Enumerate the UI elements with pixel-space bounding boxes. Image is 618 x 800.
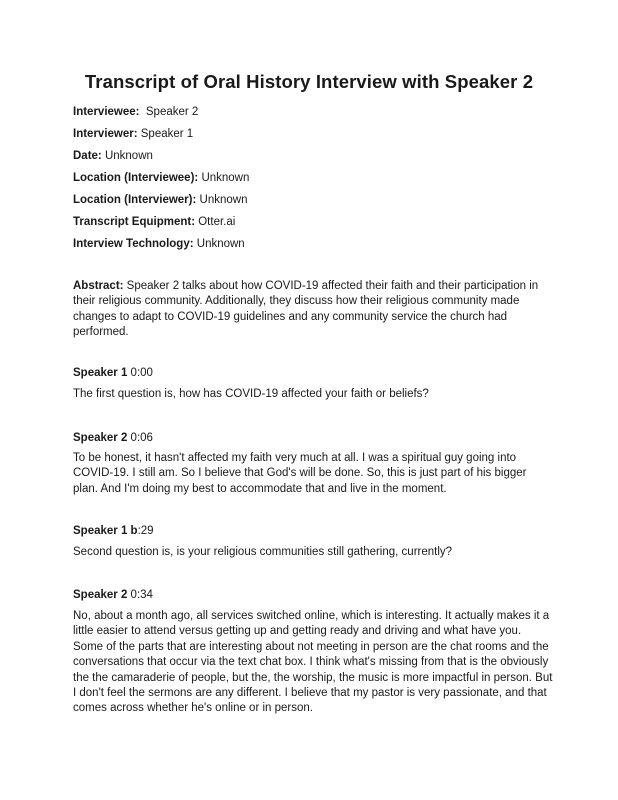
- meta-label: Date:: [73, 150, 102, 162]
- meta-label: Interviewee:: [73, 106, 140, 118]
- meta-transcript-equipment: [73, 215, 235, 229]
- speaker-heading: [73, 366, 153, 380]
- meta-location-interviewer: [73, 193, 247, 207]
- meta-interview-technology: [73, 237, 245, 251]
- meta-label: Location (Interviewee):: [73, 172, 199, 184]
- abstract-paragraph: [73, 279, 553, 341]
- meta-label: Location (Interviewer):: [73, 194, 197, 206]
- timestamp: 0:06: [127, 432, 153, 444]
- abstract-label: Abstract:: [73, 280, 124, 292]
- turn-text: The first question is, how has COVID-19 affected your faith or beliefs?: [73, 388, 429, 400]
- meta-date: [73, 149, 153, 163]
- meta-location-interviewee: [73, 171, 249, 185]
- turn-text: To be honest, it hasn't affected my faith very much at all. I was a spiritual guy going into COVID-19. I still am. So I believe that God's will be done. So, this is just part of his bigger plan. And I'm doing my best to accommodate that and live in the moment.: [73, 452, 527, 495]
- speaker-name: Speaker 1: [73, 525, 128, 537]
- speaker-name: Speaker 2: [73, 432, 128, 444]
- timestamp: :29: [137, 525, 154, 537]
- meta-value: Speaker 1: [137, 128, 194, 140]
- meta-value: Otter.ai: [195, 216, 236, 228]
- meta-value: Speaker 2: [139, 106, 199, 118]
- speaker-name: Speaker 1: [73, 367, 128, 379]
- speaker-heading: [73, 524, 154, 538]
- meta-value: Unknown: [193, 238, 245, 250]
- timestamp: 0:00: [127, 367, 153, 379]
- document-title: Transcript of Oral History Interview with Speaker 2: [84, 71, 534, 92]
- meta-value: Unknown: [196, 194, 248, 206]
- abstract-text: Speaker 2 talks about how COVID-19 affected their faith and their participation in their religious community. Additionally, they discuss how their religious community made changes to adapt to COVID-19 guidelines and any community service the church had performed.: [73, 280, 539, 339]
- meta-value: Unknown: [101, 150, 153, 162]
- meta-label: Transcript Equipment:: [73, 216, 196, 228]
- meta-value: Unknown: [198, 172, 250, 184]
- turn-text: Second question is, is your religious communities still gathering, currently?: [73, 546, 453, 558]
- meta-interviewer: [73, 127, 193, 141]
- meta-label: Interviewer:: [73, 128, 138, 140]
- meta-interviewee: [73, 105, 198, 119]
- speaker-heading: [73, 588, 153, 602]
- turn-text: No, about a month ago, all services switched online, which is interesting. It actually makes it a little easier to attend versus getting up and getting ready and driving and what have you. Some of the parts that are interesting about not meeting in person are the chat rooms and the conversations that occur via the text chat box. I think what's missing from that is the obviously the the camaraderie of people, but the, the worship, the music is more impactful in person. But I don't feel the sermons are any different. I believe that my pastor is very passionate, and that comes across whether he's online or in person.: [73, 610, 553, 715]
- timestamp: 0:34: [127, 589, 153, 601]
- speaker-name: Speaker 2: [73, 589, 128, 601]
- speaker-name-suffix: b: [127, 525, 138, 537]
- speaker-heading: [73, 431, 153, 445]
- meta-label: Interview Technology:: [73, 238, 194, 250]
